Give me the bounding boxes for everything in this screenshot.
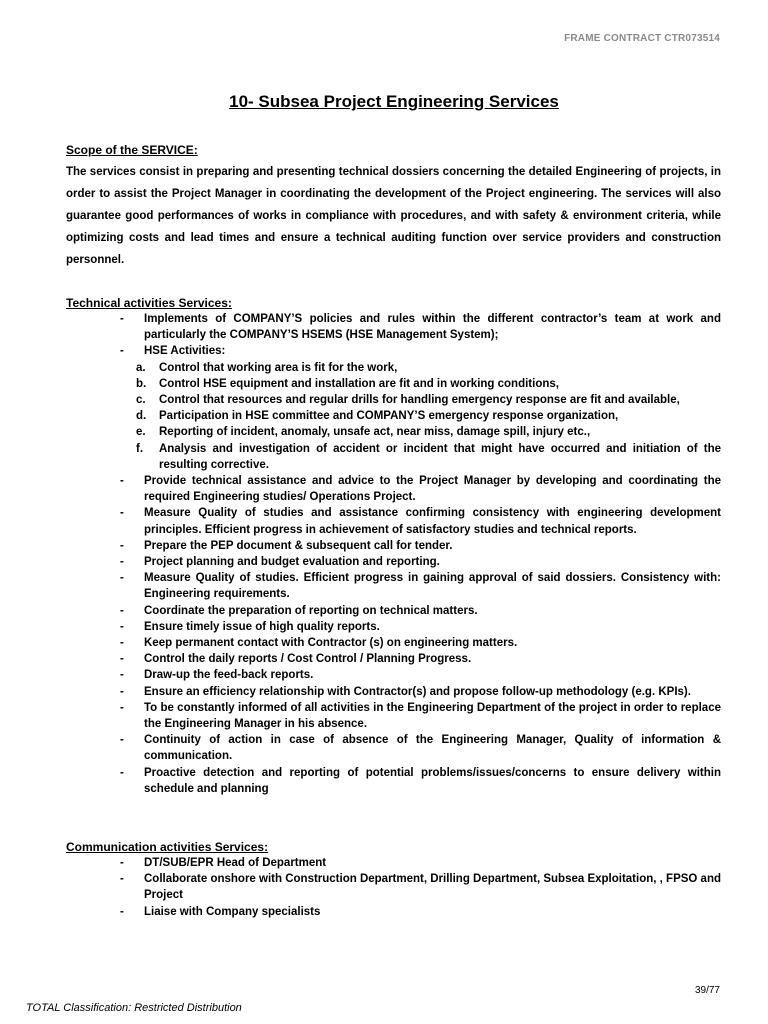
list-marker: - bbox=[120, 539, 124, 552]
list-marker: - bbox=[120, 653, 124, 666]
list-item bbox=[0, 904, 768, 920]
list-item bbox=[0, 651, 768, 667]
list-item-text: Measure Quality of studies. Efficient progress in gaining approval of said dossiers. Consistency with: Engineering requirements. bbox=[144, 572, 721, 601]
list-item-text: Control the daily reports / Cost Control / Planning Progress. bbox=[144, 653, 472, 666]
list-item-text: Draw-up the feed-back reports. bbox=[144, 669, 314, 682]
list-marker: - bbox=[120, 701, 124, 714]
hse-list-item bbox=[0, 392, 768, 408]
list-marker: - bbox=[120, 507, 124, 520]
scope-heading: Scope of the SERVICE: bbox=[66, 143, 198, 157]
list-item bbox=[0, 538, 768, 554]
list-marker: - bbox=[120, 620, 124, 633]
list-marker: - bbox=[120, 905, 124, 918]
technical-heading: Technical activities Services: bbox=[66, 296, 232, 310]
list-item bbox=[0, 603, 768, 619]
classification-footer: TOTAL Classification: Restricted Distribution bbox=[26, 1002, 242, 1014]
hse-list-item bbox=[0, 376, 768, 392]
list-item-text: Analysis and investigation of accident or incident that might have occurred and initiation of the resulting corrective. bbox=[159, 442, 721, 471]
list-item-text: Proactive detection and reporting of potential problems/issues/concerns to ensure delivery within schedule and planning bbox=[144, 766, 721, 795]
list-marker: d. bbox=[136, 410, 147, 423]
list-item-text: Project planning and budget evaluation and reporting. bbox=[144, 556, 440, 569]
list-item bbox=[0, 732, 768, 764]
list-marker: b. bbox=[136, 377, 147, 390]
list-marker: - bbox=[120, 734, 124, 747]
list-item-text: Control that working area is fit for the work, bbox=[159, 361, 398, 374]
list-item-text: Participation in HSE committee and COMPANY’S emergency response organization, bbox=[159, 410, 619, 423]
communication-heading: Communication activities Services: bbox=[66, 840, 269, 854]
list-item bbox=[0, 473, 768, 505]
list-item bbox=[0, 700, 768, 732]
list-item bbox=[0, 667, 768, 683]
list-marker: - bbox=[120, 669, 124, 682]
list-item bbox=[0, 554, 768, 570]
list-marker: c. bbox=[136, 394, 146, 407]
list-item bbox=[0, 570, 768, 602]
list-item-text: Prepare the PEP document & subsequent call for tender. bbox=[144, 539, 453, 552]
list-item-text: Ensure an efficiency relationship with Contractor(s) and propose follow-up methodology (e.g. KPIs). bbox=[144, 685, 691, 698]
list-item-text: Continuity of action in case of absence of the Engineering Manager, Quality of information & communication. bbox=[144, 734, 721, 763]
list-marker: - bbox=[120, 637, 124, 650]
list-item bbox=[0, 619, 768, 635]
list-marker: - bbox=[120, 475, 124, 488]
list-marker: a. bbox=[136, 361, 146, 374]
list-marker: - bbox=[120, 857, 124, 869]
list-item-text: Keep permanent contact with Contractor (s) on engineering matters. bbox=[144, 637, 518, 650]
list-item-text: To be constantly informed of all activities in the Engineering Department of the project in order to replace the Engineering Manager in his absence. bbox=[144, 701, 721, 731]
list-item-text: Liaise with Company specialists bbox=[144, 905, 321, 918]
technical-activities-list bbox=[0, 311, 768, 797]
list-item-text: Collaborate onshore with Construction Department, Drilling Department, Subsea Exploitation, , FPSO and Project bbox=[144, 873, 721, 902]
list-marker: - bbox=[120, 313, 124, 325]
list-item bbox=[0, 635, 768, 651]
list-marker: - bbox=[120, 345, 124, 358]
list-item-text: Control HSE equipment and installation are fit and in working conditions, bbox=[159, 377, 559, 390]
list-marker: - bbox=[120, 572, 124, 585]
list-marker: - bbox=[120, 766, 124, 779]
page-number: 39/77 bbox=[694, 985, 720, 996]
list-item-text: Ensure timely issue of high quality reports. bbox=[144, 620, 380, 633]
hse-list-item bbox=[0, 441, 768, 473]
list-marker: - bbox=[120, 685, 124, 698]
hse-list-item bbox=[0, 360, 768, 376]
list-item-text: Control that resources and regular drills for handling emergency response are fit and available, bbox=[159, 394, 680, 407]
document-reference: FRAME CONTRACT CTR073514 bbox=[564, 33, 720, 44]
list-item bbox=[0, 855, 768, 871]
list-marker: - bbox=[120, 604, 124, 617]
list-item bbox=[0, 765, 768, 797]
list-marker: - bbox=[120, 873, 124, 886]
list-item-text: Measure Quality of studies and assistance confirming consistency with engineering development principles. Efficient progress in achievement of satisfactory studies and technical reports. bbox=[144, 507, 721, 536]
list-item bbox=[0, 311, 768, 343]
hse-list-item bbox=[0, 424, 768, 440]
list-item bbox=[0, 871, 768, 903]
list-item-text: HSE Activities: bbox=[144, 345, 226, 358]
list-marker: f. bbox=[136, 442, 144, 455]
communication-activities-list bbox=[0, 855, 768, 920]
list-item bbox=[0, 684, 768, 700]
page-title: 10- Subsea Project Engineering Services bbox=[229, 92, 559, 111]
list-item-text: Coordinate the preparation of reporting on technical matters. bbox=[144, 604, 478, 617]
list-item-text: Provide technical assistance and advice to the Project Manager by developing and coordinating the required Engineering studies/ Operations Project. bbox=[144, 475, 721, 504]
list-marker: - bbox=[120, 556, 124, 569]
list-item bbox=[0, 505, 768, 537]
hse-list-item bbox=[0, 408, 768, 424]
list-marker: e. bbox=[136, 426, 146, 439]
list-item-text: Reporting of incident, anomaly, unsafe act, near miss, damage spill, injury etc., bbox=[159, 426, 591, 439]
list-item-text: Implements of COMPANY’S policies and rules within the different contractor’s team at work and particularly the COMPANY’S HSEMS (HSE Management System); bbox=[144, 313, 721, 342]
list-item bbox=[0, 343, 768, 359]
scope-paragraph: The services consist in preparing and presenting technical dossiers concerning the detailed Engineering of projects, in order to assist the Project Manager in coordinating the development of the Project engineering. The services will also guarantee good performances of works in compliance with procedures, and with safety & environment criteria, while optimizing costs and lead times and ensure a technical auditing function over service providers and construction personnel. bbox=[66, 166, 721, 266]
list-item-text: DT/SUB/EPR Head of Department bbox=[144, 857, 327, 869]
